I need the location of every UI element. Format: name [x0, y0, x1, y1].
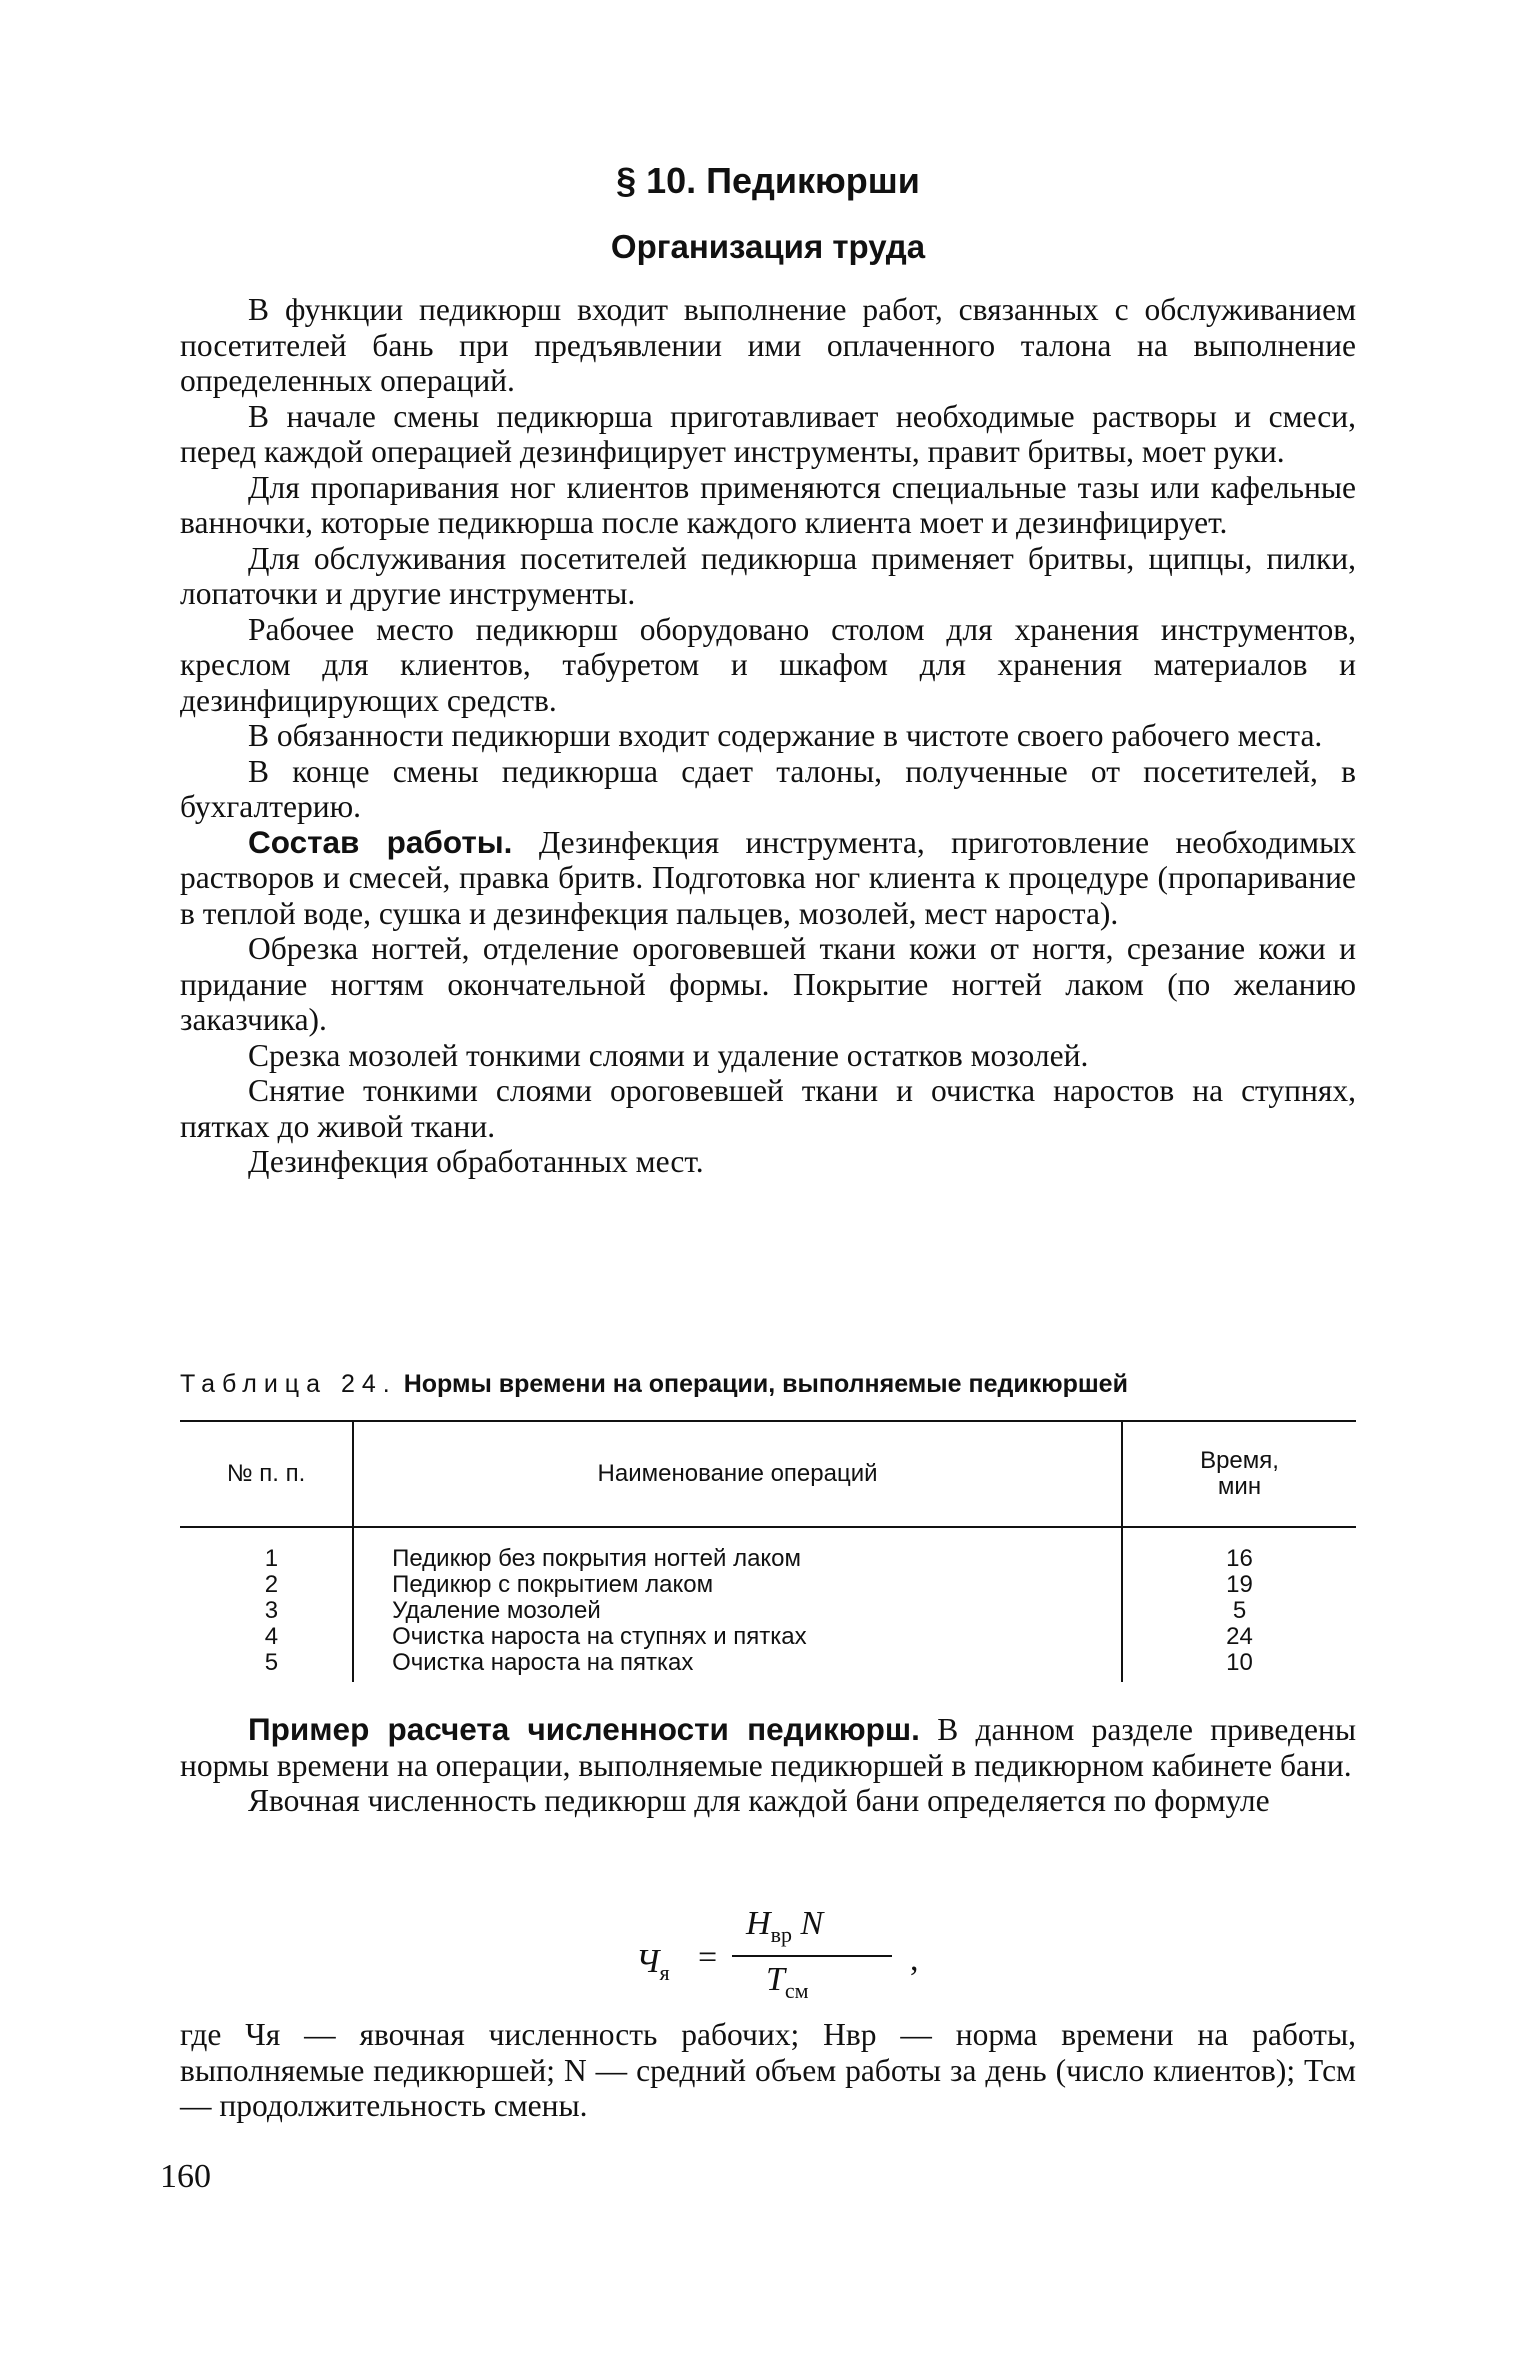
time-norms-table [180, 1420, 1356, 1682]
table-header-row [180, 1421, 1356, 1527]
row-name: Очистка нароста на ступнях и пятках [353, 1624, 1122, 1650]
paragraph: Для обслуживания посетителей педикюрша применяет бритвы, щипцы, пилки, лопаточки и другие инструменты. [180, 540, 1356, 611]
formula-den-sub: см [784, 1977, 809, 2003]
work-composition-lead: Состав работы. [248, 823, 513, 860]
paragraph: Дезинфекция обработанных мест. [248, 1144, 704, 1179]
table-row [180, 1598, 1356, 1624]
table-caption-text: Нормы времени на операции, выполняемые педикюршей [403, 1370, 1128, 1398]
header-time-line2: мин [1217, 1473, 1262, 1500]
paragraph: В функции педикюрш входит выполнение работ, связанных с обслуживанием посетителей бань при предъявлении ими оплаченного талона на выполнение определенных операций. [180, 292, 1356, 398]
row-num: 2 [264, 1571, 279, 1598]
fraction-bar [732, 1955, 892, 1957]
formula-num-sub: вр [770, 1921, 792, 1947]
formula-numerator [746, 1905, 823, 1948]
formula-intro: Явочная численность педикюрш для каждой бани определяется по формуле [248, 1783, 1270, 1818]
formula-den-var: Т [766, 1961, 785, 1998]
formula-num-var2: N [791, 1905, 824, 1942]
table-row [180, 1572, 1356, 1598]
intro-text [180, 292, 1356, 1180]
formula-lhs [636, 1943, 670, 1986]
header-time [1122, 1421, 1356, 1527]
formula-lhs-var: Ч [636, 1943, 660, 1980]
paragraph: В конце смены педикюрша сдает талоны, полученные от посетителей, в бухгалтерию. [180, 753, 1356, 824]
paragraph: Снятие тонкими слоями ороговевшей ткани и очистка наростов на ступнях, пятках до живой ткани. [180, 1073, 1356, 1144]
row-time: 10 [1226, 1649, 1253, 1676]
paragraph: Срезка мозолей тонкими слоями и удаление остатков мозолей. [248, 1037, 1089, 1073]
row-time: 19 [1226, 1571, 1253, 1598]
section-title: § 10. Педикюрши [616, 160, 920, 201]
formula-lhs-sub: я [659, 1959, 670, 1985]
paragraph: В обязанности педикюрши входит содержание в чистоте своего рабочего места. [248, 718, 1323, 753]
example-paragraph [180, 1712, 1356, 1783]
row-time: 24 [1226, 1623, 1253, 1650]
row-name: Педикюр с покрытием лаком [353, 1572, 1122, 1598]
paragraph: Рабочее место педикюрш оборудовано столом для хранения инструментов, креслом для клиентов, табуретом и шкафом для хранения материалов и дезинфицирующих средств. [180, 611, 1356, 718]
table-row [180, 1624, 1356, 1650]
row-name: Удаление мозолей [353, 1598, 1122, 1624]
paragraph: В начале смены педикюрша приготавливает необходимые растворы и смеси, перед каждой операцией дезинфицирует инструменты, правит бритвы, моет руки. [180, 398, 1356, 469]
row-time: 5 [1232, 1597, 1247, 1624]
table-caption-label: Таблица 24. [180, 1370, 397, 1398]
formula-comma: , [910, 1941, 919, 1978]
table-caption [180, 1370, 1356, 1399]
example-lead: Пример расчета численности педикюрш. [248, 1711, 920, 1747]
example-text [180, 1712, 1356, 1819]
row-name: Очистка нароста на пятках [353, 1650, 1122, 1682]
table-row [180, 1650, 1356, 1682]
row-num: 5 [264, 1649, 279, 1676]
where-text [180, 2017, 1356, 2124]
formula-denominator [766, 1961, 809, 2004]
header-num: № п. п. [180, 1421, 353, 1527]
row-time: 16 [1226, 1545, 1253, 1572]
row-name: Педикюр без покрытия ногтей лаком [353, 1527, 1122, 1572]
row-num: 3 [264, 1597, 279, 1624]
paragraph: Обрезка ногтей, отделение ороговевшей ткани кожи от ногтя, срезание кожи и придание ногтям окончательной формы. Покрытие ногтей лаком (по желанию заказчика). [180, 931, 1356, 1037]
header-name: Наименование операций [353, 1421, 1122, 1527]
table-row [180, 1527, 1356, 1572]
formula-num-var: Н [746, 1905, 771, 1942]
paragraph: Для пропаривания ног клиентов применяются специальные тазы или кафельные ванночки, которые педикюрша после каждого клиента моет и дезинфицирует. [180, 469, 1356, 540]
row-num: 4 [264, 1623, 279, 1650]
example-body: В данном разделе приведены нормы времени на операции, выполняемые педикюршей в педикюрном кабинете бани. [180, 1712, 1356, 1783]
subtitle: Организация труда [610, 228, 926, 265]
row-num: 1 [264, 1545, 279, 1572]
where-paragraph: где Чя — явочная численность рабочих; Нвр — норма времени на работы, выполняемые педикюршей; N — средний объем работы за день (число клиентов); Тсм — продолжительность смены. [180, 2017, 1356, 2123]
work-composition-paragraph [180, 825, 1356, 932]
work-composition-text: Дезинфекция инструмента, приготовление необходимых растворов и смесей, правка бритв. Подготовка ног клиента к процедуре (пропаривание в теплой воде, сушка и дезинфекция пальцев, мозолей, мест нароста). [180, 824, 1356, 931]
header-time-line1: Время, [1200, 1447, 1279, 1474]
formula-equals: = [698, 1939, 718, 1976]
page-number: 160 [160, 2158, 211, 2195]
